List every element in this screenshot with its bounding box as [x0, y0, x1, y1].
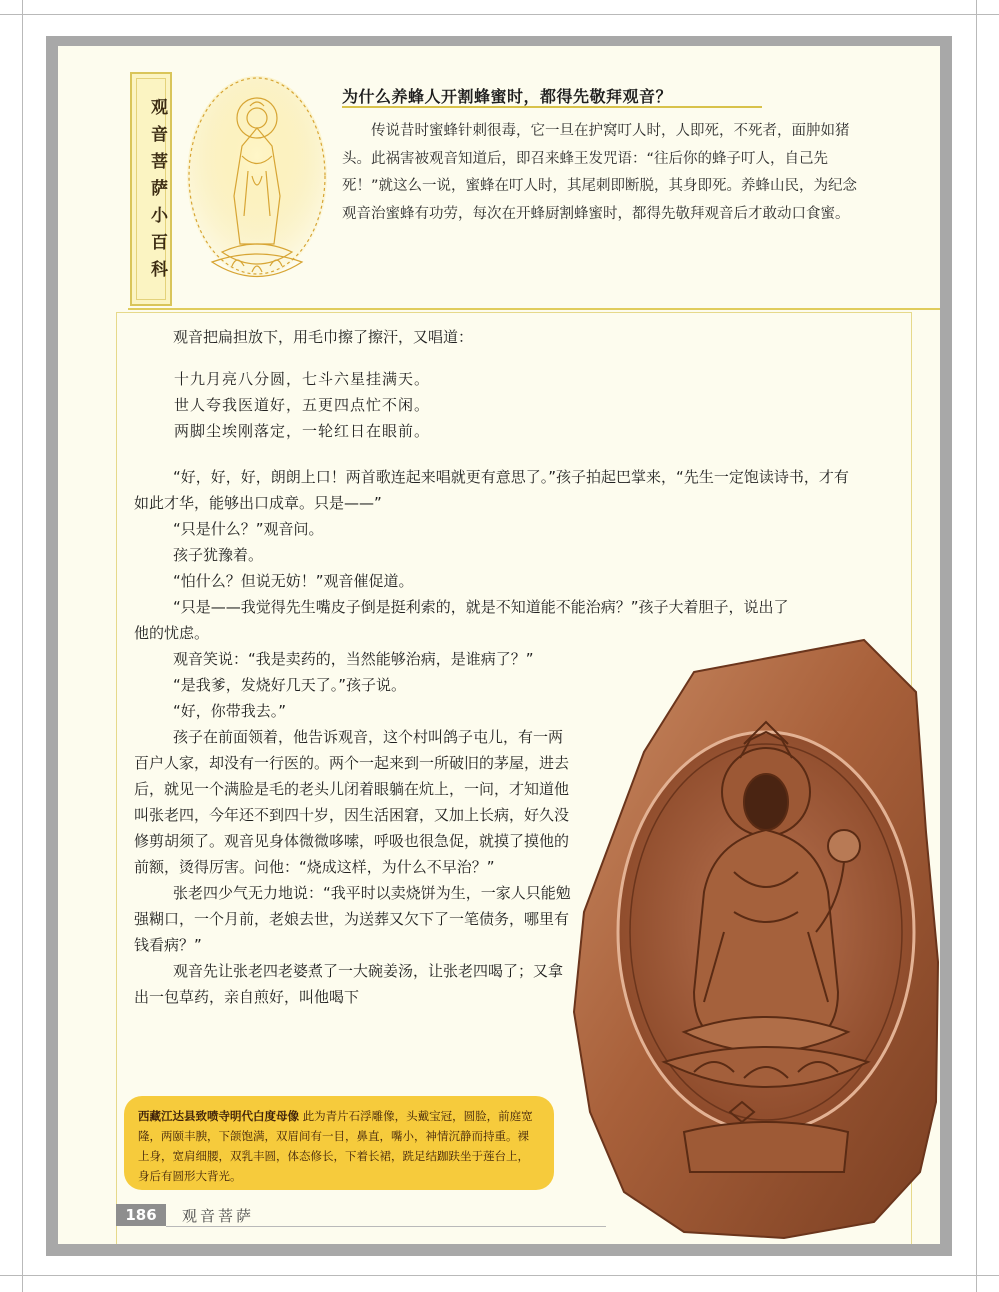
footer-book-title: 观音菩萨: [182, 1207, 255, 1225]
story-paragraph: 孩子在前面领着，他告诉观音，这个村叫鸽子屯儿，有一两百户人家，却没有一行医的。两个一起来到一所破旧的茅屋，进去后，就见一个满脸是毛的老头儿闭着眼躺在炕上，一问，才知道他叫张老四，今年还不到四十岁，因生活困窘，又加上长病，好久没修剪胡须了。观音见身体微微哆嗦，呼吸也很急促，就摸了摸他的前额，烫得厉害。问他：“烧成这样，为什么不早治？”: [134, 728, 570, 876]
frame-line-top: [0, 14, 999, 15]
story-paragraph: “怕什么？但说无妨！”观音催促道。: [173, 572, 414, 590]
story-paragraph: “只是什么？”观音问。: [173, 520, 324, 538]
story-paragraph: 孩子犹豫着。: [173, 546, 264, 564]
story-paragraph: “是我爹，发烧好几天了。”孩子说。: [173, 676, 407, 694]
poem: [134, 366, 854, 444]
story-paragraph: “好，好，好，朗朗上口！两首歌连起来唱就更有意思了。”孩子拍起巴掌来，“先生一定饱读诗书，才有如此才华，能够出口成章。只是——”: [134, 468, 849, 512]
page-number: 186: [116, 1204, 166, 1226]
frame-line-left: [22, 0, 23, 1292]
image-caption: [124, 1096, 554, 1190]
poem-line: 十九月亮八分圆，七斗六星挂满天。: [174, 370, 431, 388]
side-tab-text: 观音菩萨小百科: [147, 98, 167, 287]
footer-rule: [166, 1226, 606, 1227]
question-body-text: 传说昔时蜜蜂针刺很毒，它一旦在护窝叮人时，人即死，不死者，面肿如猪头。此祸害被观音知道后，即召来蜂王发咒语：“往后你的蜂子叮人，自己先死！”就这么一说，蜜蜂在叮人时，其尾刺即断脱，其身即死。养蜂山民，为纪念观音治蜜蜂有功劳，每次在开蜂厨割蜂蜜时，都得先敬拜观音后才敢动口食蜜。: [342, 123, 858, 222]
story-paragraph: 张老四少气无力地说：“我平时以卖烧饼为生，一家人只能勉强糊口，一个月前，老娘去世，为送葬又欠下了一笔债务，哪里有钱看病？”: [134, 884, 571, 954]
story-paragraph: 观音先让张老四老婆煮了一大碗姜汤，让张老四喝了；又拿出一包草药，亲自煎好，叫他喝下: [134, 962, 564, 1006]
header-divider: [128, 308, 940, 310]
question-underline: [342, 106, 762, 108]
caption-title: 西藏江达县致喷寺明代白度母像: [138, 1109, 299, 1123]
story-paragraph: 观音笑说：“我是卖药的，当然能够治病，是谁病了？”: [173, 650, 534, 668]
story-intro: 观音把扁担放下，用毛巾擦了擦汗，又唱道：: [173, 328, 474, 346]
story-paragraph: “好，你带我去。”: [173, 702, 287, 720]
question-title: 为什么养蜂人开割蜂蜜时，都得先敬拜观音？: [342, 87, 673, 106]
guanyin-illustration: [182, 76, 332, 304]
story-narrow-column: [134, 724, 574, 1010]
story-text: [134, 324, 854, 1010]
frame-line-right: [976, 0, 977, 1292]
poem-line: 世人夸我医道好，五更四点忙不闲。: [174, 396, 431, 414]
story-paragraph: “只是——我觉得先生嘴皮子倒是挺利索的，就是不知道能不能治病？”孩子大着胆子，说出了他的忧虑。: [134, 598, 789, 642]
side-tab: [130, 72, 172, 306]
frame-line-bottom: [0, 1275, 999, 1276]
question-body: [342, 118, 862, 228]
caption-text: 此为青片石浮雕像，头戴宝冠，圆脸，前庭宽隆，两颐丰腴，下颌饱满，双眉间有一目，鼻直，嘴小，神情沉静而持重。裸上身，宽肩细腰，双乳丰圆，体态修长，下着长裙，跣足结跏趺坐于莲台上，身后有圆形大背光。: [138, 1109, 533, 1183]
poem-line: 两脚尘埃刚落定，一轮红日在眼前。: [174, 422, 431, 440]
book-page: [58, 46, 940, 1244]
